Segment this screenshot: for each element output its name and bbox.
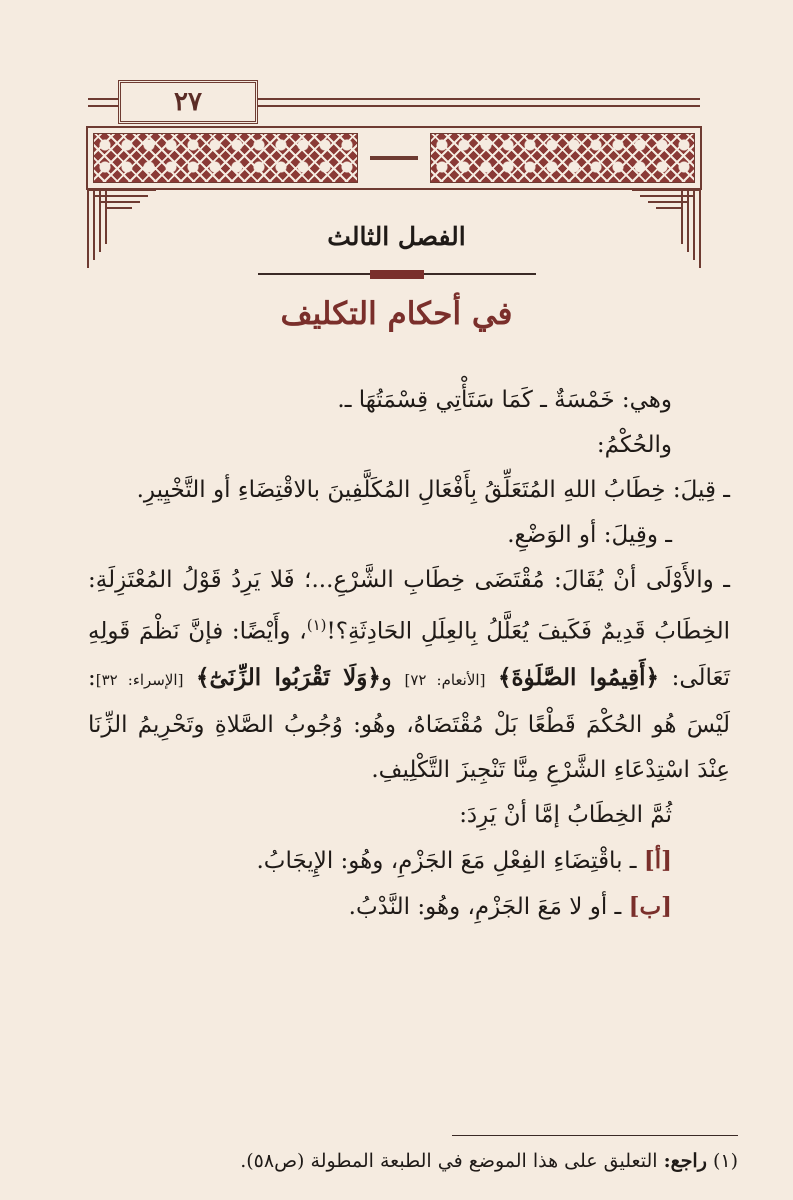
ornament-pattern-left (93, 133, 358, 183)
paragraph-definition (88, 558, 730, 793)
quran-verse: ﴿أَقِيمُوا الصَّلَوٰةَ﴾ (498, 663, 660, 691)
ornamental-frame (86, 126, 702, 190)
paragraph: والحُكْمُ: (596, 432, 672, 458)
ornament-pattern-right (430, 133, 695, 183)
item-marker: [ب] (628, 892, 672, 920)
paragraph: وهي: خَمْسَةٌ ـ كَمَا سَتَأْتِي قِسْمَتُهَا ـ. (337, 387, 672, 413)
page-number-bar (88, 87, 700, 117)
list-item (88, 838, 730, 884)
item-text: ـ أو لا مَعَ الجَزْمِ، وهُو: النَّدْبُ. (348, 893, 622, 920)
page-number: ٢٧ (118, 80, 258, 124)
text-span: ـ والأَوْلَى أنْ يُقَالَ: مُقْتَضَى خِطَابِ الشَّرْعِ...؛ فَلا يَرِدُ قَوْلُ المُعْتَزِلَةِ: الخِطَابُ قَدِيمٌ فَكَيفَ يُعَلَّلُ بِالعِلَلِ الحَادِثَةِ؟! (88, 567, 730, 645)
footnote (88, 1146, 738, 1176)
verse-reference: [الإسراء: ٣٢] (95, 670, 184, 689)
item-marker: [أ] (643, 846, 672, 874)
quran-verse: ﴿وَلَا تَقْرَبُوا الزِّنَىٰٓ﴾ (196, 663, 381, 691)
footnote-label: راجع: (663, 1150, 707, 1172)
text-span: و (380, 664, 392, 691)
paragraph: ـ وقِيلَ: أو الوَضْعِ. (507, 522, 672, 548)
heading-divider (258, 270, 536, 280)
section-title: في أحكام التكليف (280, 296, 513, 332)
footnote-reference: (١) (306, 616, 327, 634)
list-item (88, 884, 730, 930)
item-text: ـ باقْتِضَاءِ الفِعْلِ مَعَ الجَزْمِ، وهُو: الإِيجَابُ. (256, 847, 637, 874)
paragraph: ـ قِيلَ: خِطَابُ اللهِ المُتَعَلِّقُ بِأَفْعَالِ المُكَلَّفِينَ بالاقْتِضَاءِ أو التَّخْيِيرِ. (136, 477, 730, 503)
text-span: ، وأَيْضًا: فإنَّ نَظْمَ قَولِهِ تَعَالَى: (88, 618, 731, 691)
chapter-heading: الفصل الثالث (327, 222, 466, 251)
paragraph: ثُمَّ الخِطَابُ إمَّا أنْ يَرِدَ: (459, 801, 672, 828)
footnote-text: التعليق على هذا الموضع في الطبعة المطولة (ص٥٨). (240, 1150, 658, 1172)
ornament-separator (370, 156, 418, 160)
footnote-rule (452, 1135, 738, 1136)
footnote-number: (١) (712, 1150, 738, 1172)
verse-reference: [الأنعام: ٧٢] (404, 670, 486, 689)
main-text (88, 378, 730, 930)
text-span: : لَيْسَ هُو الحُكْمَ قَطْعًا بَلْ مُقْتَضَاهُ، وهُو: وُجُوبُ الصَّلاةِ وتَحْرِيمُ الزِّنَا عِنْدَ اسْتِدْعَاءِ الشَّرْعِ مِنَّا تَنْجِيزَ التَّكْلِيفِ. (88, 664, 730, 783)
